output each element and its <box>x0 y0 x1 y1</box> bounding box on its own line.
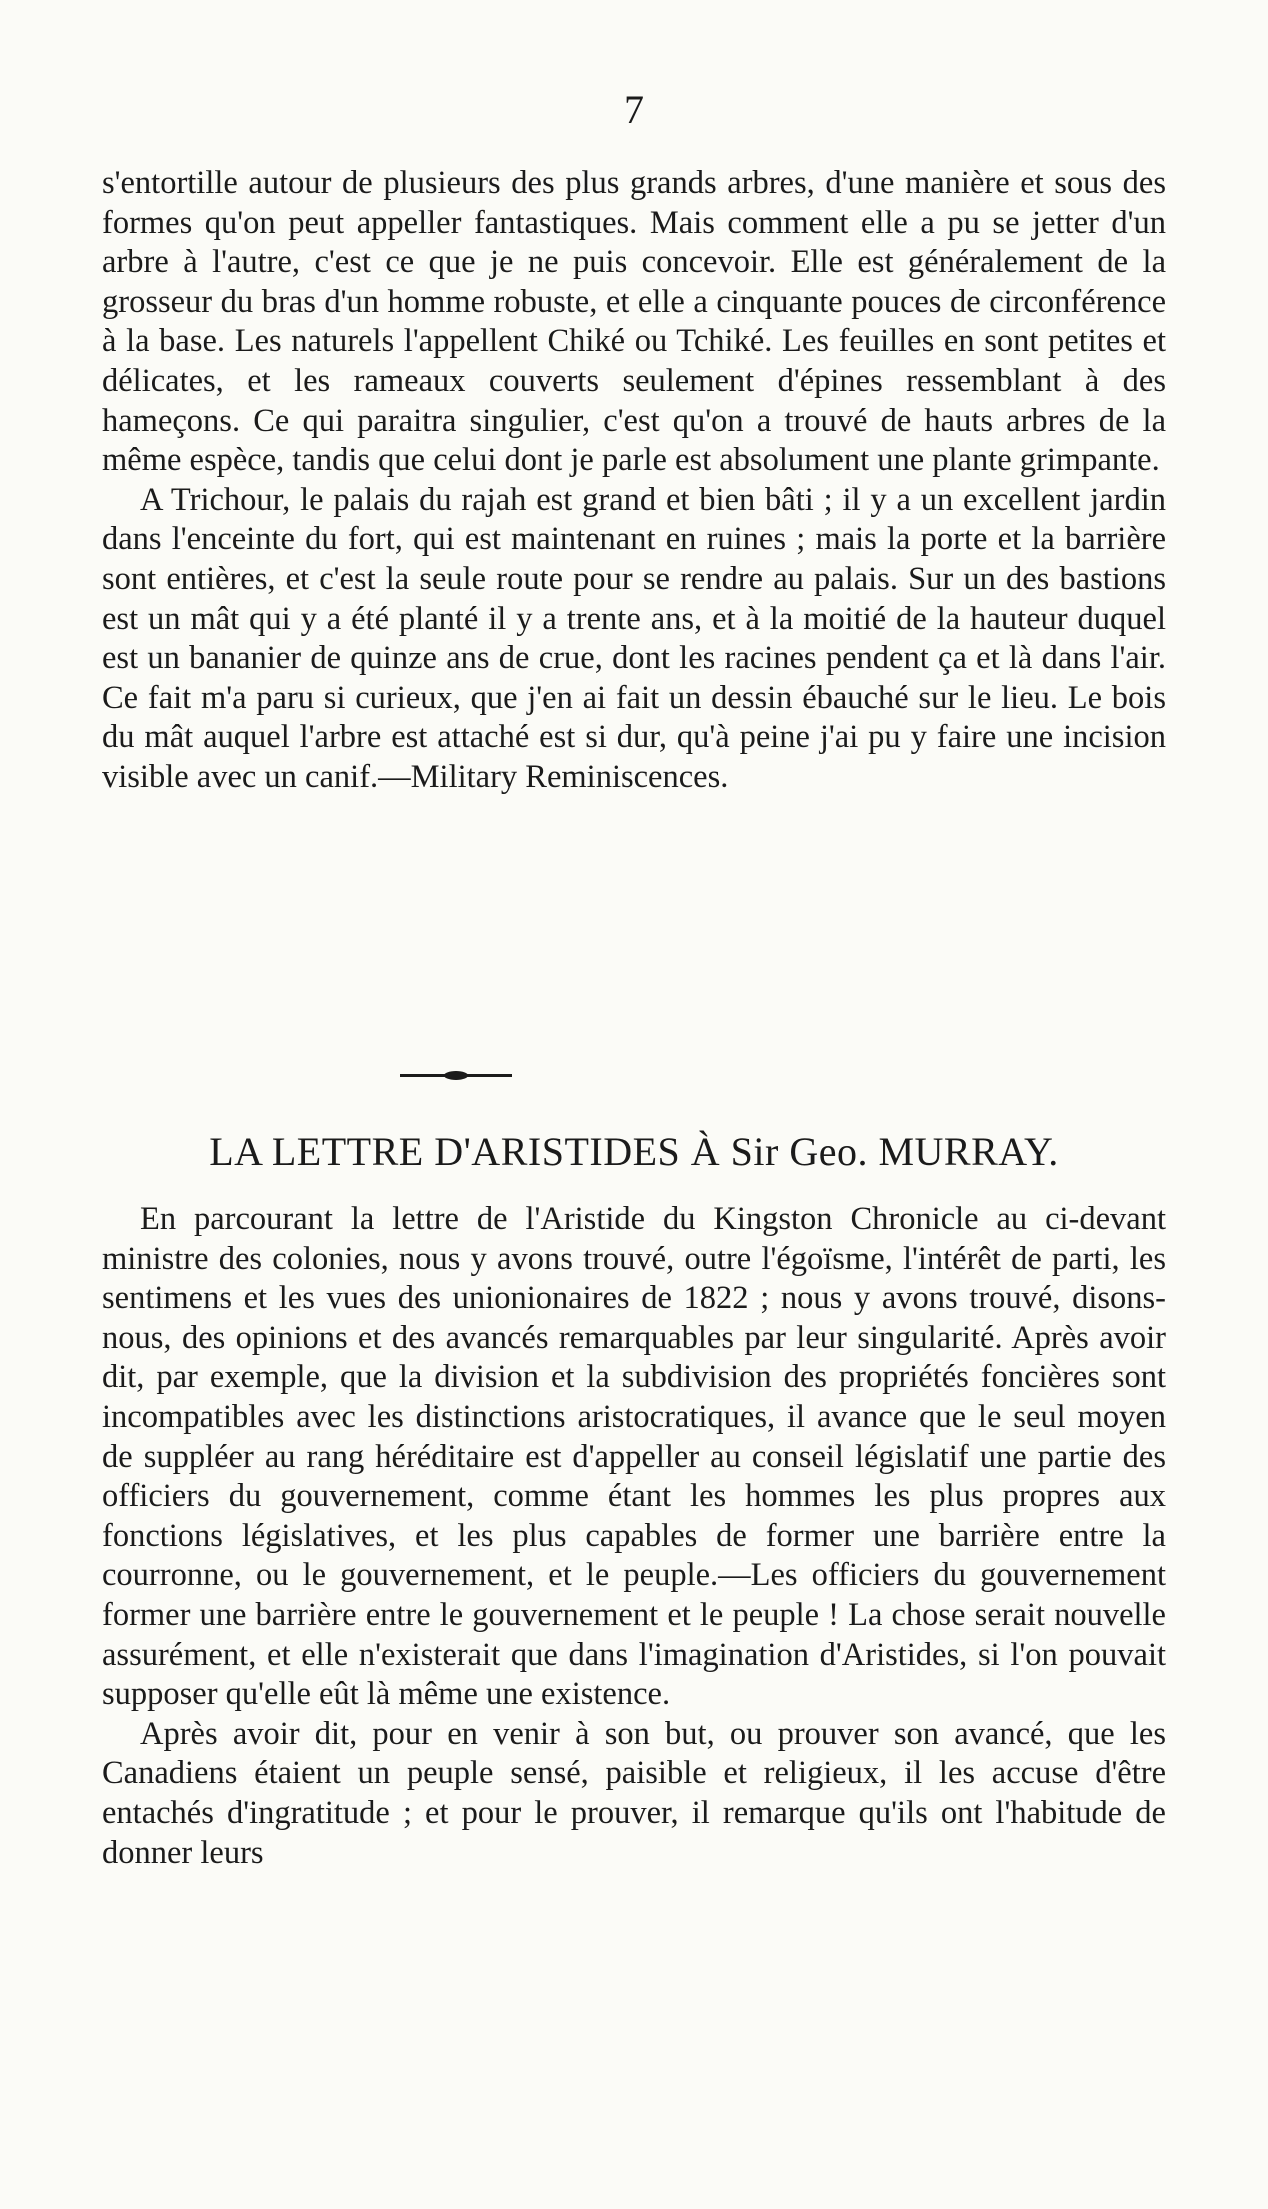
paragraph-4: Après avoir dit, pour en venir à son but, ou prouver son avancé, que les Canadiens étaient un peuple sensé, paisible et religieux, il les accuse d'être entachés d'ingratitude ; et pour le prouver, il remarque qu'ils ont l'habitude de donner leurs <box>102 1715 1166 1871</box>
section-divider <box>400 1074 512 1077</box>
article-text-top <box>102 164 1166 798</box>
section-heading: LA LETTRE D'ARISTIDES À Sir Geo. MURRAY. <box>209 1129 1059 1174</box>
paragraph-1: s'entortille autour de plusieurs des plus grands arbres, d'une manière et sous des formes qu'on peut appeller fantastiques. Mais comment elle a pu se jetter d'un arbre à l'autre, c'est ce que je ne puis concevoir. Elle est généralement de la grosseur du bras d'un homme robuste, et elle a cinquante pouces de circonférence à la base. Les naturels l'appellent Chiké ou Tchiké. Les feuilles en sont petites et délicates, et les rameaux couverts seulement d'épines ressemblant à des hameçons. Ce qui paraitra singulier, c'est qu'on a trouvé de hauts arbres de la même espèce, tandis que celui dont je parle est absolument une plante grimpante. <box>102 165 1166 479</box>
paragraph-3: En parcourant la lettre de l'Aristide du Kingston Chronicle au ci-devant ministre des colonies, nous y avons trouvé, outre l'égoïsme, l'intérêt de parti, les sentimens et les vues des unionionaires de 1822 ; nous y avons trouvé, disons-nous, des opinions et des avancés remarquables par leur singularité. Après avoir dit, par exemple, que la division et la subdivision des propriétés foncières sont incompatibles avec les distinctions aristocratiques, il avance que le seul moyen de suppléer au rang héréditaire est d'appeller au conseil législatif une partie des officiers du gouvernement, comme étant les hommes les plus propres aux fonctions législatives, et les plus capables de former une barrière entre la courronne, ou le gouvernement, et le peuple.—Les officiers du gouvernement former une barrière entre le gouvernement et le peuple ! La chose serait nouvelle assurément, et elle n'existerait que dans l'imagination d'Aristides, si l'on pouvait supposer qu'elle eût là même une existence. <box>102 1201 1166 1713</box>
article-text-bottom <box>102 1200 1166 1873</box>
page-number: 7 <box>624 87 644 132</box>
paragraph-2: A Trichour, le palais du rajah est grand et bien bâti ; il y a un excellent jardin dans l'enceinte du fort, qui est maintenant en ruines ; mais la porte et la barrière sont entières, et c'est la seule route pour se rendre au palais. Sur un des bastions est un mât qui y a été planté il y a trente ans, et à la moitié de la hauteur duquel est un bananier de quinze ans de crue, dont les racines pendent ça et là dans l'air. Ce fait m'a paru si curieux, que j'en ai fait un dessin ébauché sur le lieu. Le bois du mât auquel l'arbre est attaché est si dur, qu'à peine j'ai pu y faire une incision visible avec un canif.—Military Reminiscences. <box>102 481 1166 795</box>
